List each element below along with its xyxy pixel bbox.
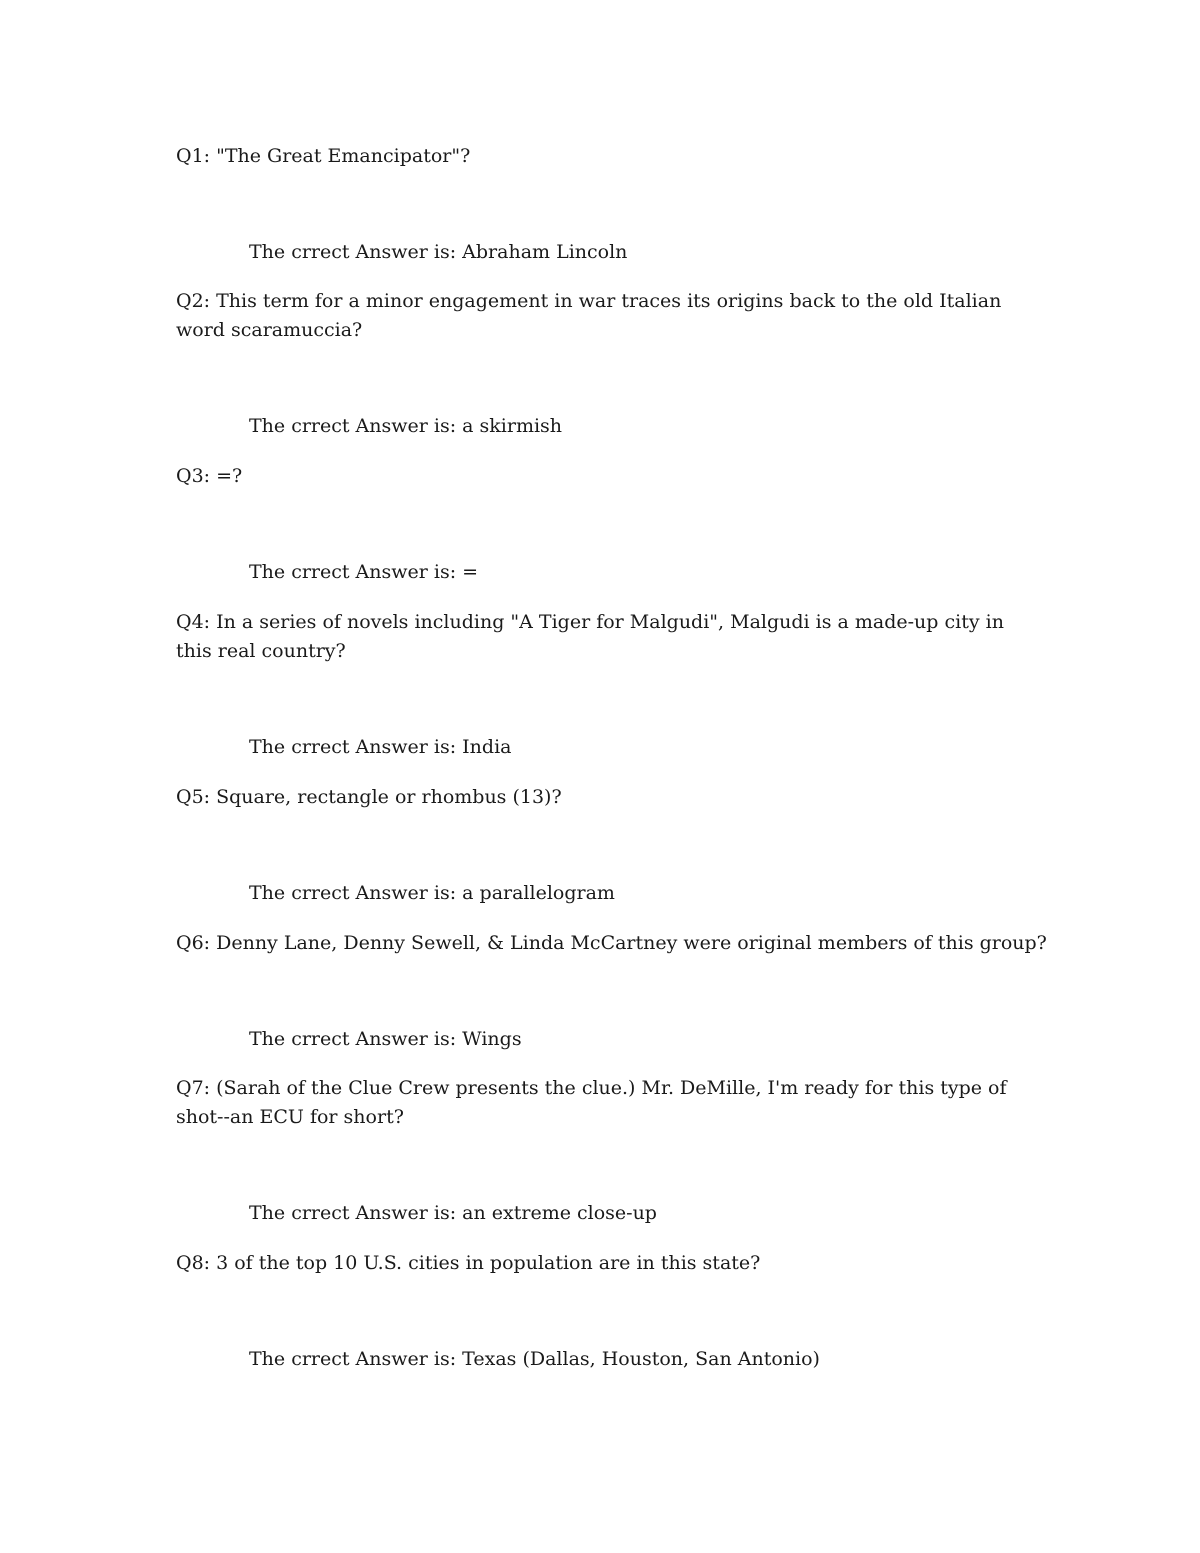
answer-text: The crrect Answer is: Wings [249, 1028, 522, 1050]
answer-text: The crrect Answer is: Abraham Lincoln [249, 241, 628, 263]
question-block-6 [176, 929, 1047, 1050]
question-text: Q5: Square, rectangle or rhombus (13)? [176, 786, 562, 808]
question-block-5 [176, 783, 1026, 904]
answer-text: The crrect Answer is: a skirmish [249, 415, 563, 437]
answer-text: The crrect Answer is: an extreme close-up [249, 1202, 657, 1224]
question-text: Q6: Denny Lane, Denny Sewell, & Linda McCartney were original members of this group? [176, 932, 1047, 954]
question-text: Q8: 3 of the top 10 U.S. cities in population are in this state? [176, 1252, 761, 1274]
question-text: Q7: (Sarah of the Clue Crew presents the clue.) Mr. DeMille, I'm ready for this type of shot--an ECU for short? [176, 1077, 1007, 1128]
answer-text: The crrect Answer is: Texas (Dallas, Houston, San Antonio) [249, 1348, 820, 1370]
question-block-3 [176, 462, 1026, 583]
question-block-7 [176, 1074, 1026, 1224]
question-text: Q2: This term for a minor engagement in war traces its origins back to the old Italian word scaramuccia? [176, 290, 1002, 341]
question-block-1 [176, 142, 1026, 263]
answer-text: The crrect Answer is: a parallelogram [249, 882, 615, 904]
answer-text: The crrect Answer is: India [249, 736, 512, 758]
question-text: Q1: "The Great Emancipator"? [176, 145, 471, 167]
question-block-4 [176, 608, 1026, 758]
answer-text: The crrect Answer is: = [249, 561, 479, 583]
question-block-8 [176, 1249, 1026, 1370]
question-text: Q4: In a series of novels including "A Tiger for Malgudi", Malgudi is a made-up city in this real country? [176, 611, 1004, 662]
question-text: Q3: =? [176, 465, 243, 487]
question-block-2 [176, 287, 1026, 437]
